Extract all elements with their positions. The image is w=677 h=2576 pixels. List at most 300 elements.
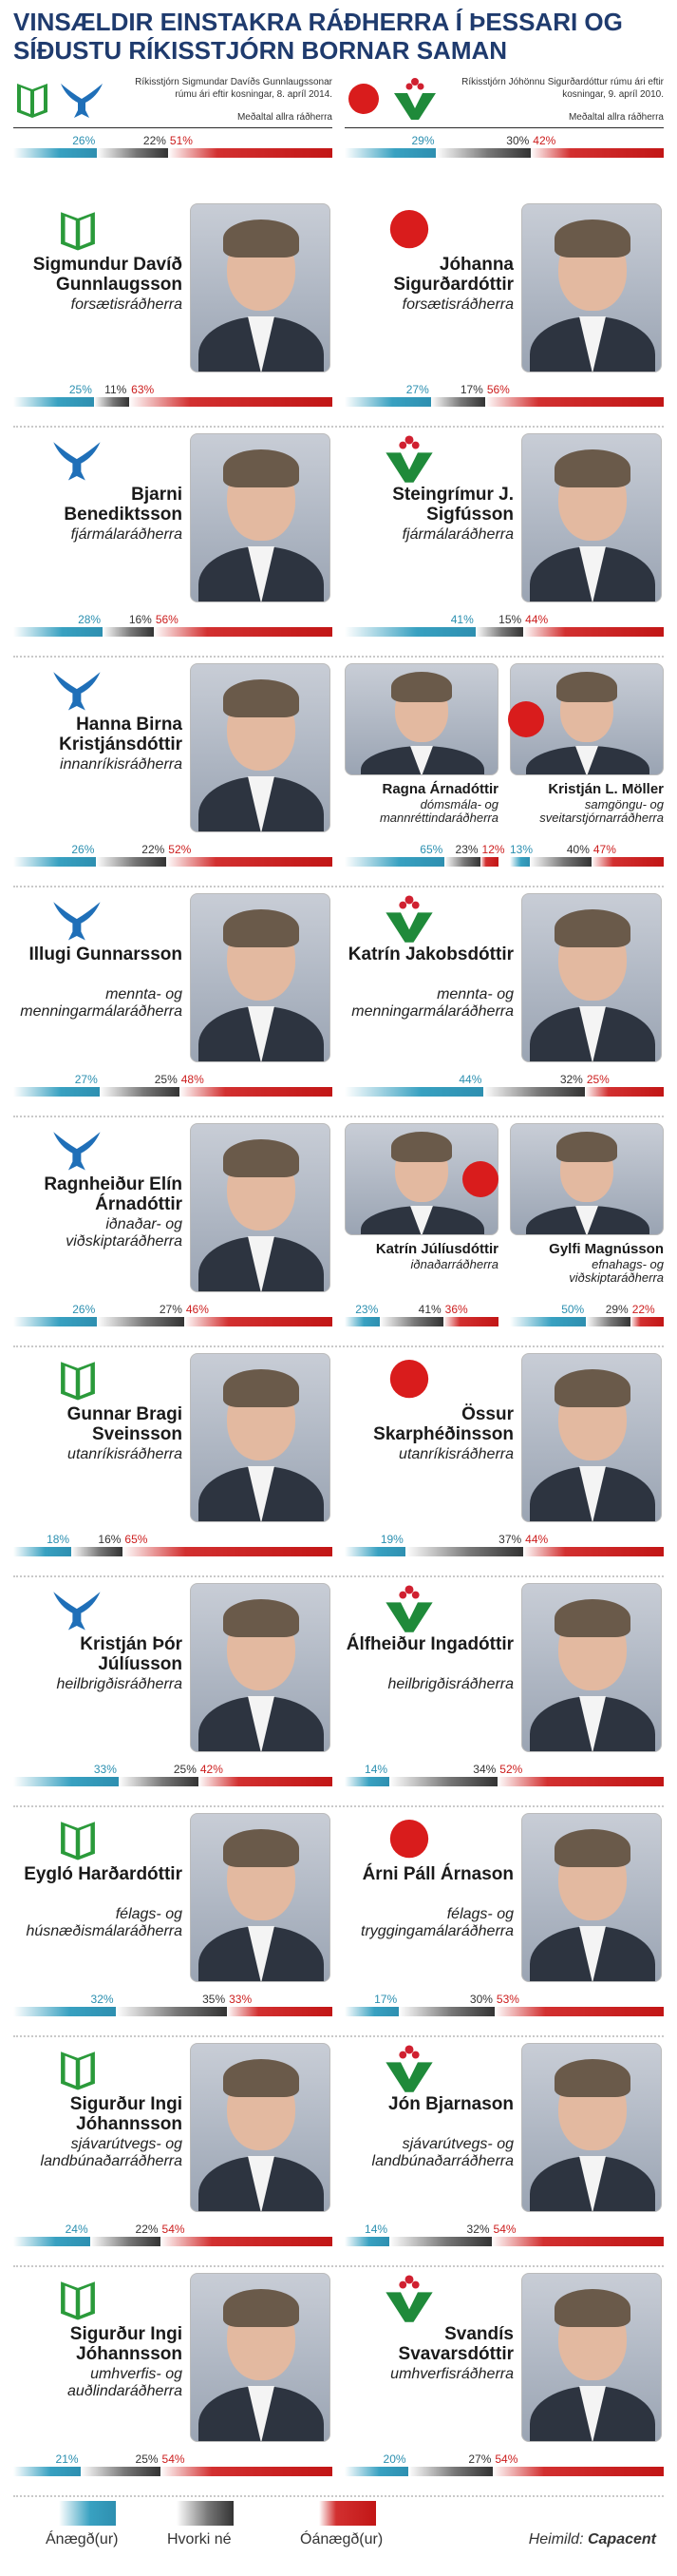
bar-labels [13, 844, 332, 856]
bar-value-satisfied: 21% [55, 2452, 79, 2466]
minister-name: Kristján L. Möller [548, 781, 664, 797]
bar-segment-neutral [405, 1547, 523, 1556]
bar-value-satisfied: 18% [47, 1533, 70, 1546]
bar-segment-neutral [389, 1777, 498, 1786]
minister-card-left [13, 2267, 332, 2497]
legend-positive: Ánægð(ur) [46, 2531, 119, 2547]
bar-value-dissatisfied: 42% [199, 1763, 223, 1776]
portrait-photo [521, 1583, 662, 1752]
minister-role: félags- og tryggingamálaráðherra [361, 1906, 514, 1939]
bar-value-dissatisfied: 54% [161, 2452, 185, 2466]
bar-segment-neutral [431, 397, 485, 407]
bar-segment-dissatisfied [531, 148, 664, 158]
minister-card-left [13, 428, 332, 658]
minister-name: Sigmundur Davíð Gunnlaugsson [32, 255, 182, 295]
rating-bar [345, 1304, 498, 1326]
bar-segment-satisfied [345, 148, 436, 158]
rating-bar [345, 1764, 664, 1786]
bar-segment-satisfied [345, 1087, 483, 1097]
bar-segments [13, 627, 332, 637]
bar-segment-dissatisfied [129, 397, 332, 407]
minister-card-half [510, 663, 664, 893]
bar-segments [13, 1547, 332, 1556]
bar-segment-neutral [97, 148, 168, 158]
minister-role: mennta- og menningarmálaráðherra [20, 986, 182, 1020]
minister-name: Gunnar Bragi Sveinsson [66, 1404, 182, 1444]
minister-row [0, 887, 677, 1117]
book-party-icon [49, 2271, 106, 2324]
minister-role: fjármálaráðherra [70, 526, 182, 543]
minister-role: efnahags- og viðskiptaráðherra [569, 1257, 664, 1285]
rating-bar [13, 1994, 332, 2016]
minister-row [0, 1577, 677, 1807]
minister-name: Sigurður Ingi Jóhannsson [69, 2094, 182, 2134]
bar-segment-satisfied [13, 2467, 81, 2476]
minister-role: fjármálaráðherra [402, 526, 514, 543]
bar-value-neutral: 22% [142, 134, 166, 147]
bar-segment-satisfied [345, 627, 476, 637]
book-party-icon [49, 1811, 106, 1864]
bar-value-neutral: 23% [455, 843, 479, 856]
rating-bar [510, 1304, 664, 1326]
bar-segment-neutral [408, 2467, 494, 2476]
minister-name: Álfheiður Ingadóttir [346, 1634, 514, 1654]
bar-segment-satisfied [13, 397, 94, 407]
bar-segment-dissatisfied [154, 627, 332, 637]
minister-card-half [345, 663, 505, 893]
book-party-icon [49, 1351, 106, 1404]
bar-value-neutral: 15% [498, 613, 522, 626]
rating-bar [345, 1994, 664, 2016]
bar-segment-satisfied [510, 1317, 586, 1326]
bar-value-satisfied: 28% [78, 613, 102, 626]
bar-value-dissatisfied: 44% [525, 613, 549, 626]
portrait-photo [521, 1813, 662, 1982]
bar-segment-neutral [71, 1547, 122, 1556]
bar-segments [13, 2237, 332, 2246]
bar-segment-satisfied [13, 857, 96, 867]
portrait-photo [521, 203, 662, 372]
rose-party-icon [381, 201, 438, 255]
bar-segment-satisfied [13, 1087, 100, 1097]
bar-value-satisfied: 50% [561, 1303, 585, 1316]
bar-segments [345, 1777, 664, 1786]
bar-segments [345, 857, 498, 867]
minister-name: Katrín Jakobsdóttir [348, 945, 514, 964]
v-party-icon [381, 1581, 438, 1634]
average-bar-right [345, 135, 664, 158]
bar-value-neutral: 34% [473, 1763, 497, 1776]
header-note-right: Ríkisstjórn Jóhönnu Sigurðardóttur rúmu ári eftir kosningar, 9. apríl 2010. [461, 77, 664, 100]
bar-value-neutral: 27% [159, 1303, 182, 1316]
bar-labels [13, 2453, 332, 2466]
minister-role: umhverfis- og auðlindaráðherra [67, 2366, 182, 2399]
bar-labels [345, 2453, 664, 2466]
minister-card-left [13, 658, 332, 887]
portrait-photo [190, 893, 330, 1062]
bar-labels [13, 2223, 332, 2236]
portrait-photo [521, 2273, 662, 2442]
rose-party-icon [461, 1159, 500, 1199]
bar-value-neutral: 11% [104, 383, 127, 396]
bar-value-satisfied: 26% [71, 843, 95, 856]
bar-segments [345, 1317, 498, 1326]
minister-card-right [345, 2267, 664, 2497]
bar-segment-satisfied [13, 2237, 90, 2246]
bar-segment-neutral [444, 857, 480, 867]
portrait-photo [521, 433, 662, 602]
bar-value-dissatisfied: 52% [168, 843, 192, 856]
bar-segments [13, 2007, 332, 2016]
bar-labels [13, 1304, 332, 1316]
portrait-photo [345, 663, 498, 775]
bar-value-dissatisfied: 53% [496, 1993, 519, 2006]
bar-segments [13, 1777, 332, 1786]
bar-value-neutral: 27% [468, 2452, 492, 2466]
bar-value-satisfied: 27% [405, 383, 429, 396]
bar-value-satisfied: 14% [365, 2223, 388, 2236]
bar-value-satisfied: 17% [374, 1993, 398, 2006]
falcon-party-icon [49, 1581, 106, 1634]
bar-segments [13, 148, 332, 158]
rose-party-icon [348, 84, 379, 114]
bar-segment-satisfied [13, 2007, 116, 2016]
bar-value-satisfied: 20% [383, 2452, 406, 2466]
bar-segments [13, 2467, 332, 2476]
bar-value-satisfied: 25% [68, 383, 92, 396]
bar-segment-neutral [389, 2237, 492, 2246]
bar-labels [345, 2223, 664, 2236]
bar-segment-dissatisfied [585, 1087, 664, 1097]
party-logos-left [13, 74, 118, 122]
bar-value-dissatisfied: 54% [161, 2223, 185, 2236]
minister-role: innanríkisráðherra [60, 756, 182, 773]
minister-row [0, 1117, 677, 1347]
minister-card-right [345, 2037, 664, 2267]
portrait-photo [190, 1583, 330, 1752]
v-party-icon [381, 891, 438, 945]
bar-segment-satisfied [345, 1547, 405, 1556]
bar-segment-neutral [116, 2007, 228, 2016]
bar-segments [510, 857, 664, 867]
bar-value-dissatisfied: 63% [131, 383, 155, 396]
bar-segments [13, 397, 332, 407]
book-icon [17, 84, 47, 118]
bar-labels [13, 384, 332, 396]
minister-name: Steingrímur J. Sigfússon [392, 485, 514, 525]
book-party-icon [49, 2041, 106, 2094]
bar-labels [345, 1534, 664, 1546]
bar-segment-dissatisfied [198, 1777, 332, 1786]
bar-value-neutral: 32% [466, 2223, 490, 2236]
source-label: Heimild: [528, 2531, 584, 2547]
portrait-photo [190, 433, 330, 602]
rating-bar [345, 384, 664, 407]
bar-segment-dissatisfied [485, 397, 664, 407]
minister-role: sjávarútvegs- og landbúnaðarráðherra [40, 2136, 182, 2169]
minister-name: Hanna Birna Kristjánsdóttir [59, 715, 182, 754]
rating-bar [13, 614, 332, 637]
bar-segment-neutral [530, 857, 592, 867]
bar-segment-neutral [103, 627, 154, 637]
bar-value-neutral: 41% [418, 1303, 442, 1316]
bar-labels [345, 1764, 664, 1776]
bar-value-dissatisfied: 33% [229, 1993, 253, 2006]
bar-value-dissatisfied: 22% [631, 1303, 655, 1316]
bar-value-satisfied: 65% [420, 843, 443, 856]
bar-segment-dissatisfied [443, 1317, 498, 1326]
bar-segment-satisfied [13, 1317, 97, 1326]
bar-value-dissatisfied: 47% [592, 843, 616, 856]
page-title: VINSÆLDIR EINSTAKRA RÁÐHERRA Í ÞESSARI OG SÍÐUSTU RÍKISSTJÓRN BORNAR SAMAN [13, 8, 623, 65]
rating-bar [13, 2223, 332, 2246]
rose-party-icon [506, 699, 546, 739]
bar-segment-dissatisfied [227, 2007, 332, 2016]
rose-party-icon [381, 1351, 438, 1404]
bar-value-neutral: 25% [135, 2452, 159, 2466]
bar-segments [345, 1087, 664, 1097]
bar-segments [345, 627, 664, 637]
portrait-photo [190, 1353, 330, 1522]
minister-role: heilbrigðisráðherra [387, 1676, 514, 1692]
bar-value-neutral: 37% [498, 1533, 522, 1546]
minister-row [0, 1807, 677, 2037]
bar-value-neutral: 25% [154, 1073, 178, 1086]
rose-party-icon [381, 1811, 438, 1864]
bar-segment-dissatisfied [493, 2467, 664, 2476]
bar-value-neutral: 30% [469, 1993, 493, 2006]
minister-role: dómsmála- og mannréttindaráðherra [379, 797, 498, 825]
bar-segment-dissatisfied [166, 857, 332, 867]
minister-card-left [13, 198, 332, 428]
bar-labels [13, 614, 332, 626]
bar-segment-neutral [90, 2237, 160, 2246]
bar-value-dissatisfied: 54% [495, 2452, 518, 2466]
bar-segments [510, 1317, 664, 1326]
bar-segment-dissatisfied [160, 2237, 332, 2246]
bar-value-satisfied: 41% [450, 613, 474, 626]
bar-value-dissatisfied: 51% [169, 134, 193, 147]
rating-bar [13, 384, 332, 407]
bar-labels [13, 135, 332, 147]
minister-card-half [345, 1123, 498, 1353]
bar-value-satisfied: 13% [510, 843, 534, 856]
minister-name: Ragnheiður Elín Árnadóttir [44, 1174, 182, 1214]
minister-name: Svandís Svavarsdóttir [398, 2324, 514, 2364]
bar-segment-dissatisfied [492, 2237, 664, 2246]
bar-segment-satisfied [510, 857, 530, 867]
bar-segment-neutral [100, 1087, 179, 1097]
minister-name: Bjarni Benediktsson [64, 485, 182, 525]
minister-card-left [13, 887, 332, 1117]
minister-name: Ragna Árnadóttir [382, 781, 498, 797]
bar-labels [13, 1534, 332, 1546]
bar-value-satisfied: 27% [74, 1073, 98, 1086]
bar-value-neutral: 30% [506, 134, 530, 147]
minister-row [0, 198, 677, 428]
bar-segment-dissatisfied [122, 1547, 332, 1556]
bar-value-satisfied: 26% [72, 1303, 96, 1316]
bar-value-satisfied: 23% [355, 1303, 379, 1316]
legend-swatch-neutral [177, 2501, 234, 2526]
bar-segments [345, 2007, 664, 2016]
minister-role: samgöngu- og sveitarstjórnarráðherra [539, 797, 664, 825]
minister-role: sjávarútvegs- og landbúnaðarráðherra [371, 2136, 514, 2169]
bar-segment-dissatisfied [184, 1317, 332, 1326]
falcon-icon [61, 84, 103, 118]
minister-role: forsætisráðherra [70, 296, 182, 313]
falcon-party-icon [49, 661, 106, 715]
minister-name: Sigurður Ingi Jóhannsson [69, 2324, 182, 2364]
rating-bar [345, 1074, 664, 1097]
minister-card-right [345, 658, 664, 887]
minister-role: mennta- og menningarmálaráðherra [351, 986, 514, 1020]
bar-value-satisfied: 14% [365, 1763, 388, 1776]
portrait-photo [190, 663, 330, 832]
falcon-party-icon [49, 891, 106, 945]
bar-value-satisfied: 26% [72, 134, 96, 147]
minister-card-right [345, 428, 664, 658]
bar-value-neutral: 35% [202, 1993, 226, 2006]
minister-role: iðnaðar- og viðskiptaráðherra [66, 1216, 182, 1250]
bar-segments [345, 2467, 664, 2476]
bar-segment-satisfied [345, 397, 431, 407]
bar-segment-satisfied [13, 627, 103, 637]
minister-name: Jón Bjarnason [388, 2094, 514, 2114]
legend-negative: Óánægð(ur) [300, 2531, 384, 2547]
source-credit [529, 2531, 656, 2548]
portrait-photo [190, 2273, 330, 2442]
bar-segment-neutral [586, 1317, 630, 1326]
bar-segment-dissatisfied [523, 627, 664, 637]
minister-card-right [345, 198, 664, 428]
rating-bar [13, 1074, 332, 1097]
average-bar-left [13, 135, 332, 158]
bar-value-dissatisfied: 12% [481, 843, 505, 856]
bar-value-neutral: 29% [605, 1303, 629, 1316]
bar-segment-dissatisfied [480, 857, 498, 867]
bar-segment-neutral [97, 1317, 184, 1326]
bar-segment-satisfied [345, 1777, 389, 1786]
minister-row [0, 2037, 677, 2267]
legend-swatch-negative [319, 2501, 376, 2526]
portrait-photo [190, 2043, 330, 2212]
bar-segment-dissatisfied [495, 2007, 664, 2016]
bar-labels [345, 1304, 498, 1316]
minister-row [0, 428, 677, 658]
minister-card-right [345, 1347, 664, 1577]
bar-value-dissatisfied: 48% [180, 1073, 204, 1086]
bar-labels [510, 844, 664, 856]
bar-value-neutral: 32% [559, 1073, 583, 1086]
bar-value-neutral: 40% [566, 843, 590, 856]
bar-segments [345, 1547, 664, 1556]
bar-value-dissatisfied: 25% [586, 1073, 610, 1086]
bar-segment-neutral [399, 2007, 495, 2016]
bar-segment-satisfied [345, 1317, 380, 1326]
minister-role: utanríkisráðherra [67, 1446, 182, 1462]
bar-segment-neutral [380, 1317, 442, 1326]
bar-value-dissatisfied: 44% [525, 1533, 549, 1546]
minister-name: Árni Páll Árnason [362, 1864, 514, 1884]
rating-bar [345, 2223, 664, 2246]
v-party-icon [381, 2041, 438, 2094]
minister-name: Eygló Harðardóttir [24, 1864, 182, 1884]
bar-value-dissatisfied: 56% [155, 613, 179, 626]
v-party-icon [381, 2271, 438, 2324]
minister-row [0, 1347, 677, 1577]
bar-segment-dissatisfied [523, 1547, 664, 1556]
portrait-photo [521, 1353, 662, 1522]
rating-bar [345, 843, 505, 867]
v-party-icon [394, 78, 436, 120]
bar-segments [13, 1317, 332, 1326]
minister-card-right [345, 1117, 664, 1347]
minister-row [0, 2267, 677, 2497]
bar-value-satisfied: 19% [380, 1533, 404, 1546]
bar-segment-dissatisfied [160, 2467, 332, 2476]
minister-name: Gylfi Magnússon [549, 1241, 664, 1257]
bar-segment-neutral [119, 1777, 198, 1786]
bar-value-neutral: 22% [135, 2223, 159, 2236]
minister-row [0, 658, 677, 887]
legend-swatch-positive [59, 2501, 116, 2526]
bar-segment-neutral [476, 627, 523, 637]
header-left [13, 74, 332, 188]
rating-bar [13, 2453, 332, 2476]
minister-card-right [345, 1807, 664, 2037]
bar-segments [345, 397, 664, 407]
bar-segment-neutral [81, 2467, 160, 2476]
minister-card-left [13, 1577, 332, 1807]
bar-value-dissatisfied: 46% [185, 1303, 209, 1316]
bar-labels [13, 1764, 332, 1776]
bar-segment-satisfied [13, 1777, 119, 1786]
bar-labels [13, 1074, 332, 1086]
bar-labels [345, 1994, 664, 2006]
bar-segment-neutral [96, 857, 166, 867]
falcon-party-icon [49, 1121, 106, 1174]
bar-segment-neutral [483, 1087, 584, 1097]
bar-value-neutral: 16% [98, 1533, 122, 1546]
minister-card-right [345, 887, 664, 1117]
minister-card-left [13, 1117, 332, 1347]
minister-card-left [13, 1347, 332, 1577]
bar-value-neutral: 22% [141, 843, 165, 856]
book-party-icon [49, 201, 106, 255]
header-right [345, 74, 664, 188]
bar-value-dissatisfied: 56% [486, 383, 510, 396]
portrait-photo [190, 1813, 330, 1982]
bar-segment-satisfied [345, 857, 444, 867]
bar-segment-dissatisfied [168, 148, 332, 158]
bar-segment-neutral [436, 148, 531, 158]
bar-value-neutral: 16% [128, 613, 152, 626]
minister-card-left [13, 2037, 332, 2267]
bar-value-dissatisfied: 36% [444, 1303, 468, 1316]
minister-name: Illugi Gunnarsson [28, 945, 182, 964]
bar-segment-satisfied [345, 2007, 399, 2016]
rating-bar [13, 1304, 332, 1326]
minister-name: Katrín Júlíusdóttir [375, 1241, 498, 1257]
legend-neutral: Hvorki né [167, 2531, 232, 2547]
bar-value-dissatisfied: 54% [493, 2223, 517, 2236]
bar-value-satisfied: 33% [93, 1763, 117, 1776]
bar-labels [345, 135, 664, 147]
avg-label-right: Meðaltal allra ráðherra [568, 112, 664, 123]
minister-card-half [510, 1123, 664, 1353]
rating-bar [345, 2453, 664, 2476]
